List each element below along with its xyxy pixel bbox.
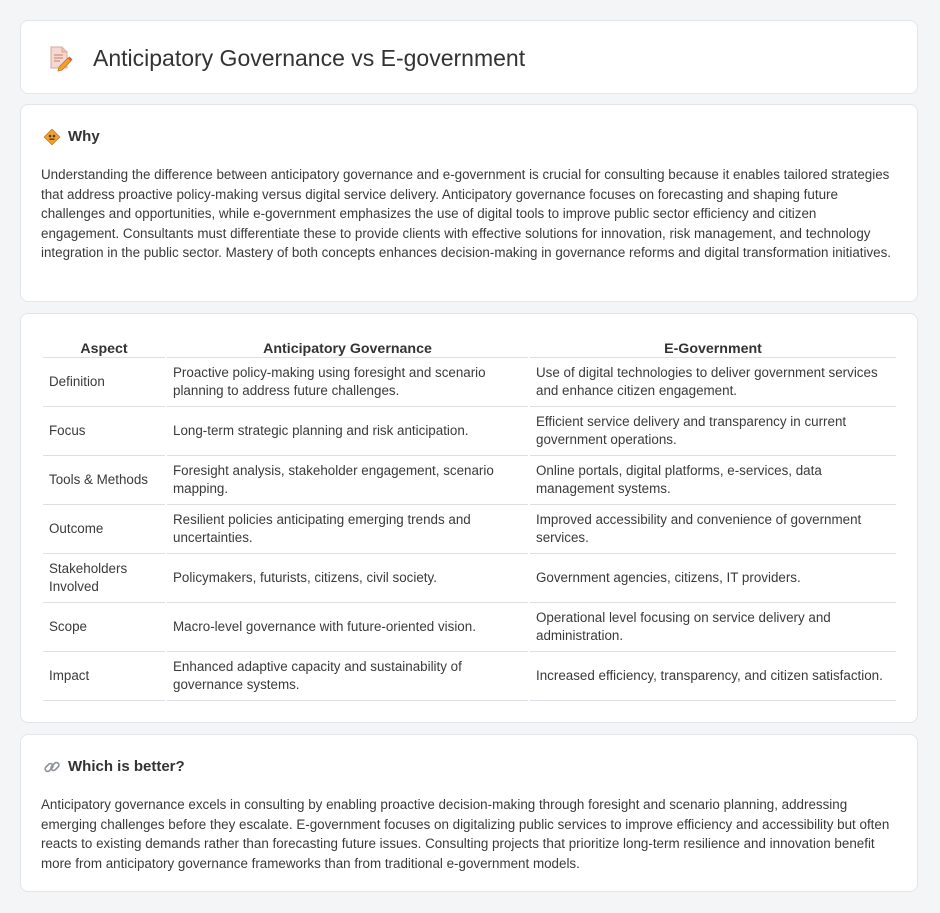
egov-cell: Increased efficiency, transparency, and citizen satisfaction. (530, 652, 896, 701)
why-text: Understanding the difference between anticipatory governance and e-government is crucial for consulting because it enables tailored strategies that address proactive policy-making versus digital service delivery. Anticipatory governance focuses on forecasting and shaping future challenges and opportunities, while e-government emphasizes the use of digital tools to improve public sector efficiency and citizen engagement. Consultants must differentiate these to provide clients with effective solutions for innovation, risk management, and technology integration in the public sector. Mastery of both concepts enhances decision-making in governance reforms and digital transformation initiatives. (41, 167, 892, 260)
diamond-sign-icon (43, 128, 61, 146)
table-row (43, 652, 896, 701)
aspect-cell: Stakeholders Involved (43, 554, 165, 603)
egov-cell: Use of digital technologies to deliver government services and enhance citizen engagement. (530, 358, 896, 407)
aspect-cell: Focus (43, 407, 165, 456)
which-is-better-card (20, 734, 918, 892)
table-row (43, 554, 896, 603)
anticipatory-cell: Resilient policies anticipating emerging trends and uncertainties. (167, 505, 528, 554)
header-anticipatory-governance: Anticipatory Governance (167, 334, 528, 358)
title-row (47, 43, 525, 73)
aspect-cell: Outcome (43, 505, 165, 554)
table-header-row (43, 334, 896, 358)
table-row (43, 603, 896, 652)
anticipatory-cell: Proactive policy-making using foresight and scenario planning to address future challenges. (167, 358, 528, 407)
anticipatory-cell: Enhanced adaptive capacity and sustainability of governance systems. (167, 652, 528, 701)
page-title: Anticipatory Governance vs E-government (93, 45, 526, 71)
why-card (20, 104, 918, 302)
aspect-cell: Impact (43, 652, 165, 701)
table-row (43, 456, 896, 505)
better-heading: Which is better? (68, 758, 185, 775)
table-row (43, 358, 896, 407)
egov-cell: Government agencies, citizens, IT providers. (530, 554, 896, 603)
anticipatory-cell: Foresight analysis, stakeholder engagement, scenario mapping. (167, 456, 528, 505)
anticipatory-cell: Policymakers, futurists, citizens, civil society. (167, 554, 528, 603)
better-text: Anticipatory governance excels in consulting by enabling proactive decision-making through foresight and scenario planning, addressing emerging challenges before they escalate. E-government focuses on digitalizing public services to improve efficiency and accessibility but often reacts to existing demands rather than forecasting future issues. Consulting projects that prioritize long-term resilience and innovation benefit more from anticipatory governance frameworks than from traditional e-government models. (41, 797, 890, 871)
anticipatory-cell: Long-term strategic planning and risk anticipation. (167, 407, 528, 456)
table-row (43, 505, 896, 554)
header-e-government: E-Government (530, 334, 896, 358)
link-icon (43, 758, 61, 776)
egov-cell: Efficient service delivery and transparency in current government operations. (530, 407, 896, 456)
egov-cell: Operational level focusing on service delivery and administration. (530, 603, 896, 652)
why-header (43, 127, 100, 147)
header-aspect: Aspect (43, 334, 165, 358)
egov-cell: Improved accessibility and convenience of government services. (530, 505, 896, 554)
egov-cell: Online portals, digital platforms, e-services, data management systems. (530, 456, 896, 505)
comparison-table-card (20, 313, 918, 723)
anticipatory-cell: Macro-level governance with future-oriented vision. (167, 603, 528, 652)
table-row (43, 407, 896, 456)
title-card (20, 20, 918, 94)
aspect-cell: Scope (43, 603, 165, 652)
better-header (43, 757, 185, 777)
aspect-cell: Tools & Methods (43, 456, 165, 505)
document-pencil-icon (47, 44, 73, 72)
why-heading: Why (68, 128, 100, 145)
comparison-table (41, 334, 898, 701)
aspect-cell: Definition (43, 358, 165, 407)
